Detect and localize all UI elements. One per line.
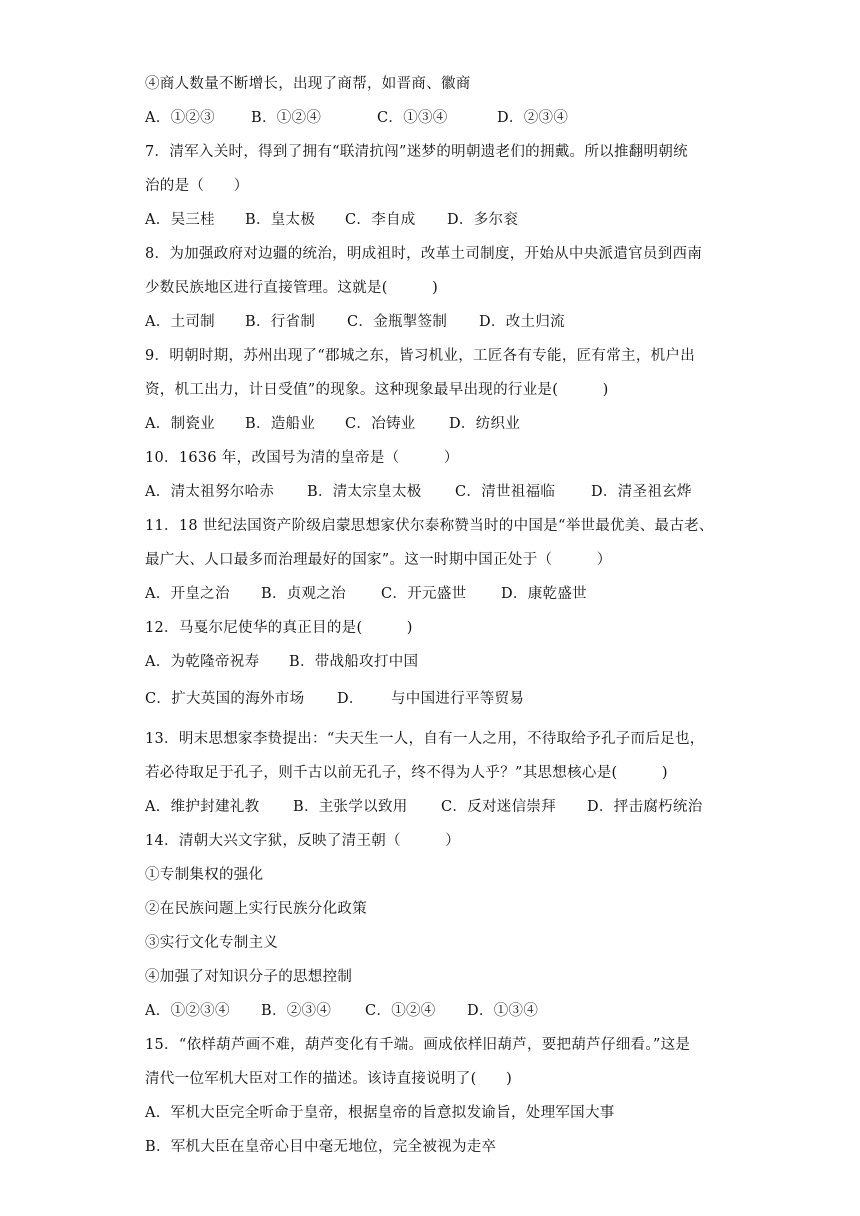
q8-option-a: A．土司制 — [145, 314, 215, 330]
q14-option-c: C．①②④ — [365, 1003, 436, 1019]
q9-option-d: D．纺织业 — [449, 416, 521, 432]
q11-options — [145, 584, 587, 604]
q14-statement-1: ①专制集权的强化 — [145, 867, 264, 883]
q13-option-b: B．主张学以致用 — [293, 799, 408, 815]
q9-stem-line1: 9．明朝时期，苏州出现了“郡城之东，皆习机业，工匠各有专能，匠有常主，机户出 — [145, 348, 696, 364]
q14-options — [145, 1001, 538, 1021]
q11-stem-line1: 11．18 世纪法国资产阶级启蒙思想家伏尔泰称赞当时的中国是“举世最优美、最古老、 — [145, 518, 714, 534]
q12-option-c: C．扩大英国的海外市场 — [145, 691, 305, 707]
q11-option-d: D．康乾盛世 — [501, 586, 587, 602]
q13-option-a: A．维护封建礼教 — [145, 799, 260, 815]
q6-statement-4: ④商人数量不断增长，出现了商帮，如晋商、徽商 — [145, 76, 471, 92]
q13-option-c: C．反对迷信崇拜 — [441, 799, 556, 815]
q9-option-a: A．制瓷业 — [145, 416, 215, 432]
q8-options — [145, 312, 565, 332]
q10-option-b: B．清太宗皇太极 — [307, 484, 422, 500]
q9-option-c: C．冶铸业 — [345, 416, 416, 432]
q11-option-b: B．贞观之治 — [261, 586, 346, 602]
q7-option-d: D．多尔衮 — [447, 212, 519, 228]
q13-option-d: D．抨击腐朽统治 — [587, 799, 703, 815]
q7-option-c: C．李自成 — [345, 212, 416, 228]
q15-option-a: A．军机大臣完全听命于皇帝，根据皇帝的旨意拟发谕旨，处理军国大事 — [145, 1105, 615, 1121]
q13-stem-line2: 若必待取足于孔子，则千古以前无孔子，终不得为人乎？”其思想核心是( ) — [145, 765, 668, 781]
q7-option-a: A．吴三桂 — [145, 212, 215, 228]
q8-stem-line2: 少数民族地区进行直接管理。这就是( ) — [145, 280, 439, 296]
q10-stem: 10．1636 年，改国号为清的皇帝是（ ） — [145, 450, 459, 466]
q12-option-d-letter: D． — [337, 691, 364, 707]
q9-options — [145, 414, 520, 434]
q14-stem: 14．清朝大兴文字狱，反映了清王朝（ ） — [145, 833, 461, 849]
q6-option-c: C．①③④ — [377, 110, 448, 126]
q10-options — [145, 482, 692, 502]
q14-statement-3: ③实行文化专制主义 — [145, 935, 279, 951]
q12-option-b: B．带战船攻打中国 — [289, 654, 419, 670]
q15-stem-line2: 清代一位军机大臣对工作的描述。该诗直接说明了( ) — [145, 1071, 513, 1087]
q14-option-b: B．②③④ — [261, 1003, 332, 1019]
q15-option-b: B．军机大臣在皇帝心目中毫无地位，完全被视为走卒 — [145, 1139, 497, 1155]
q10-option-c: C．清世祖福临 — [455, 484, 556, 500]
q8-option-d: D．改土归流 — [479, 314, 565, 330]
q13-stem-line1: 13．明末思想家李贽提出：“夫天生一人，自有一人之用，不待取给予孔子而后足也， — [145, 731, 705, 747]
q8-option-c: C．金瓶掣签制 — [347, 314, 448, 330]
q12-option-d-text: 与中国进行平等贸易 — [391, 691, 525, 707]
q9-stem-line2: 资，机工出力，计日受值”的现象。这种现象最早出现的行业是( ) — [145, 382, 609, 398]
q14-option-d: D．①③④ — [467, 1003, 539, 1019]
q11-option-a: A．开皇之治 — [145, 586, 230, 602]
q6-option-d: D．②③④ — [497, 110, 569, 126]
q12-options-row2 — [145, 689, 524, 709]
q10-option-d: D．清圣祖玄烨 — [591, 484, 692, 500]
q12-option-a: A．为乾隆帝祝寿 — [145, 654, 260, 670]
q7-options — [145, 210, 518, 230]
q6-option-b: B．①②④ — [251, 110, 322, 126]
q8-option-b: B．行省制 — [245, 314, 316, 330]
q14-statement-2: ②在民族问题上实行民族分化政策 — [145, 901, 367, 917]
q14-statement-4: ④加强了对知识分子的思想控制 — [145, 969, 353, 985]
q6-option-a: A．①②③ — [145, 110, 215, 126]
q6-options — [145, 108, 568, 128]
q15-stem-line1: 15．“依样葫芦画不难，葫芦变化有千端。画成依样旧葫芦，要把葫芦仔细看。”这是 — [145, 1037, 691, 1053]
q12-stem: 12．马戛尔尼使华的真正目的是( ) — [145, 620, 413, 636]
q8-stem-line1: 8．为加强政府对边疆的统治，明成祖时，改革土司制度，开始从中央派遣官员到西南 — [145, 246, 703, 262]
q7-stem-line1: 7．清军入关时，得到了拥有“联清抗闯”迷梦的明朝遗老们的拥戴。所以推翻明朝统 — [145, 144, 688, 160]
q13-options — [145, 797, 703, 817]
q7-stem-line2: 治的是（ ） — [145, 178, 249, 194]
q9-option-b: B．造船业 — [245, 416, 316, 432]
q11-option-c: C．开元盛世 — [381, 586, 467, 602]
q12-options-row1 — [145, 652, 418, 672]
q7-option-b: B．皇太极 — [245, 212, 316, 228]
q11-stem-line2: 最广大、人口最多而治理最好的国家”。这一时期中国正处于（ ） — [145, 552, 612, 568]
q14-option-a: A．①②③④ — [145, 1003, 230, 1019]
q10-option-a: A．清太祖努尔哈赤 — [145, 484, 275, 500]
